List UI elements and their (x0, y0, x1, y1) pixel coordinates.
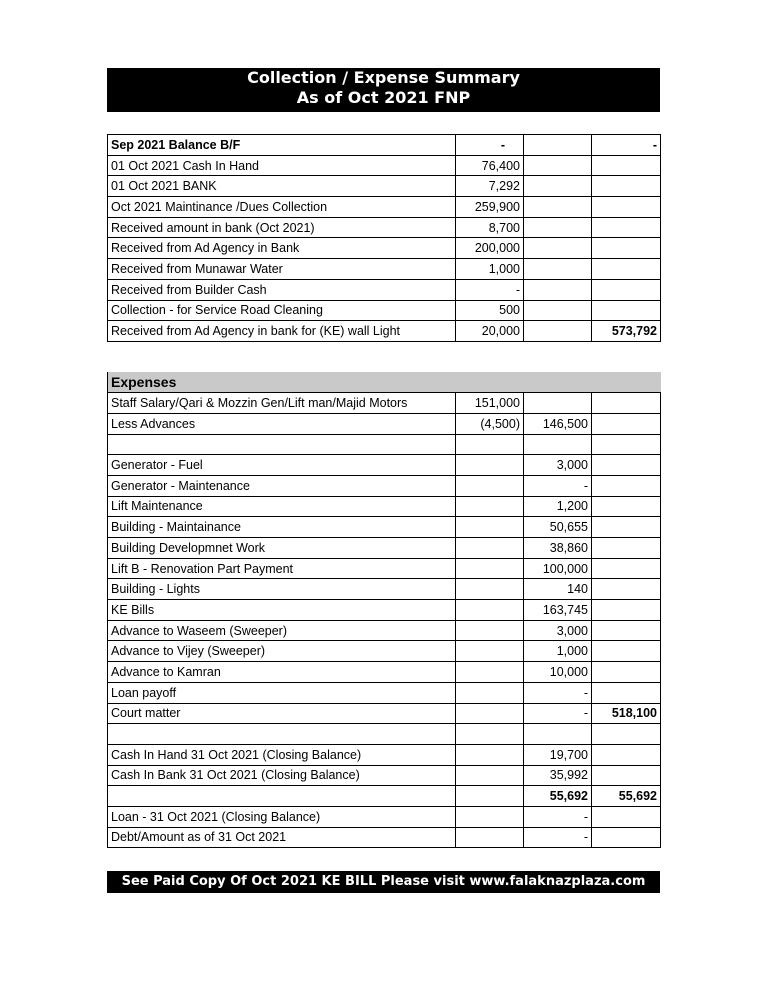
expense-amount (456, 496, 524, 517)
collection-row (108, 259, 661, 280)
expenses-heading-row (108, 372, 661, 393)
balance-bf-amount: - (456, 135, 524, 156)
expense-total (592, 538, 661, 559)
collection-amount: - (456, 279, 524, 300)
collection-empty (524, 197, 592, 218)
expense-row (108, 538, 661, 559)
expense-row (108, 517, 661, 538)
expense-subtotal: 1,000 (524, 641, 592, 662)
expense-row (108, 413, 661, 434)
expense-subtotal (524, 724, 592, 745)
expense-label: Generator - Maintenance (108, 475, 456, 496)
collection-total (592, 238, 661, 259)
collection-empty (524, 155, 592, 176)
expense-row (108, 724, 661, 745)
expense-amount (456, 786, 524, 807)
expense-amount (456, 682, 524, 703)
expense-amount (456, 517, 524, 538)
expense-total (592, 475, 661, 496)
expense-subtotal: 3,000 (524, 455, 592, 476)
expense-subtotal: 100,000 (524, 558, 592, 579)
balance-bf-total: - (592, 135, 661, 156)
expense-subtotal: 163,745 (524, 600, 592, 621)
expense-label: Building Developmnet Work (108, 538, 456, 559)
collection-amount: 259,900 (456, 197, 524, 218)
expense-row (108, 558, 661, 579)
collection-amount: 20,000 (456, 321, 524, 342)
expense-label: Debt/Amount as of 31 Oct 2021 (108, 827, 456, 848)
expense-label: KE Bills (108, 600, 456, 621)
expense-label: Advance to Vijey (Sweeper) (108, 641, 456, 662)
expense-label: Building - Lights (108, 579, 456, 600)
collection-row (108, 155, 661, 176)
expense-total: 518,100 (592, 703, 661, 724)
collection-empty (524, 300, 592, 321)
expense-total (592, 579, 661, 600)
expense-label: Advance to Waseem (Sweeper) (108, 620, 456, 641)
collection-amount: 76,400 (456, 155, 524, 176)
expenses-table (107, 372, 661, 848)
expense-subtotal: 140 (524, 579, 592, 600)
collection-amount: 1,000 (456, 259, 524, 280)
collection-amount: 8,700 (456, 217, 524, 238)
collection-label: 01 Oct 2021 Cash In Hand (108, 155, 456, 176)
expense-subtotal: - (524, 682, 592, 703)
collection-total (592, 217, 661, 238)
expense-subtotal: - (524, 806, 592, 827)
expense-row (108, 496, 661, 517)
expense-label: Cash In Hand 31 Oct 2021 (Closing Balance) (108, 744, 456, 765)
collection-row (108, 321, 661, 342)
expense-amount: 151,000 (456, 393, 524, 414)
expense-label: Generator - Fuel (108, 455, 456, 476)
collection-label: Received from Ad Agency in bank for (KE) wall Light (108, 321, 456, 342)
collection-row (108, 238, 661, 259)
expense-label: Advance to Kamran (108, 662, 456, 683)
expense-total (592, 413, 661, 434)
header-subtitle: As of Oct 2021 FNP (296, 88, 471, 107)
balance-bf-row (108, 135, 661, 156)
expense-amount (456, 765, 524, 786)
collection-amount: 200,000 (456, 238, 524, 259)
expense-subtotal: 10,000 (524, 662, 592, 683)
expense-amount (456, 620, 524, 641)
expense-total (592, 641, 661, 662)
collection-label: Oct 2021 Maintinance /Dues Collection (108, 197, 456, 218)
expense-amount (456, 600, 524, 621)
expense-total: 55,692 (592, 786, 661, 807)
collection-table (107, 134, 661, 342)
collection-empty (524, 238, 592, 259)
expense-total (592, 496, 661, 517)
expense-row (108, 641, 661, 662)
expense-total (592, 434, 661, 455)
expense-row (108, 703, 661, 724)
expense-total (592, 517, 661, 538)
collection-row (108, 197, 661, 218)
expense-amount (456, 434, 524, 455)
expense-subtotal: 1,200 (524, 496, 592, 517)
collection-amount: 500 (456, 300, 524, 321)
expense-subtotal: 19,700 (524, 744, 592, 765)
expense-amount: (4,500) (456, 413, 524, 434)
expense-total (592, 744, 661, 765)
expense-row (108, 393, 661, 414)
expense-total (592, 620, 661, 641)
expense-total (592, 662, 661, 683)
expense-row (108, 662, 661, 683)
expense-row (108, 765, 661, 786)
expense-total (592, 827, 661, 848)
collection-amount: 7,292 (456, 176, 524, 197)
expense-total (592, 455, 661, 476)
expense-row (108, 806, 661, 827)
expense-row (108, 827, 661, 848)
collection-row (108, 279, 661, 300)
expense-amount (456, 558, 524, 579)
expenses-heading: Expenses (108, 372, 456, 393)
expense-label (108, 434, 456, 455)
expense-label: Loan - 31 Oct 2021 (Closing Balance) (108, 806, 456, 827)
collection-label: Collection - for Service Road Cleaning (108, 300, 456, 321)
expense-amount (456, 538, 524, 559)
expense-row (108, 579, 661, 600)
expense-total (592, 558, 661, 579)
expense-label: Building - Maintainance (108, 517, 456, 538)
collection-empty (524, 279, 592, 300)
expense-subtotal: 55,692 (524, 786, 592, 807)
expense-label (108, 724, 456, 745)
expense-amount (456, 455, 524, 476)
collection-label: Received amount in bank (Oct 2021) (108, 217, 456, 238)
expense-row (108, 600, 661, 621)
collection-total (592, 279, 661, 300)
expense-subtotal: 3,000 (524, 620, 592, 641)
collection-total (592, 197, 661, 218)
expense-row (108, 434, 661, 455)
expense-subtotal: - (524, 827, 592, 848)
collection-row (108, 217, 661, 238)
collection-label: Received from Munawar Water (108, 259, 456, 280)
expense-label: Lift Maintenance (108, 496, 456, 517)
collection-label: 01 Oct 2021 BANK (108, 176, 456, 197)
expense-label: Loan payoff (108, 682, 456, 703)
expense-total (592, 765, 661, 786)
expense-label: Less Advances (108, 413, 456, 434)
expense-label: Staff Salary/Qari & Mozzin Gen/Lift man/Majid Motors (108, 393, 456, 414)
expense-subtotal: 38,860 (524, 538, 592, 559)
collection-empty (524, 217, 592, 238)
expense-amount (456, 744, 524, 765)
expense-subtotal: 146,500 (524, 413, 592, 434)
expense-subtotal: 35,992 (524, 765, 592, 786)
collection-row (108, 300, 661, 321)
expense-total (592, 600, 661, 621)
expense-total (592, 724, 661, 745)
expense-label: Lift B - Renovation Part Payment (108, 558, 456, 579)
expense-subtotal: - (524, 475, 592, 496)
collection-total (592, 300, 661, 321)
expense-amount (456, 827, 524, 848)
balance-bf-label: Sep 2021 Balance B/F (108, 135, 456, 156)
expense-subtotal (524, 434, 592, 455)
expense-amount (456, 703, 524, 724)
expense-amount (456, 806, 524, 827)
expense-label (108, 786, 456, 807)
expense-subtotal: - (524, 703, 592, 724)
expense-row (108, 455, 661, 476)
expense-amount (456, 641, 524, 662)
collection-label: Received from Builder Cash (108, 279, 456, 300)
expense-row (108, 620, 661, 641)
collection-empty (524, 259, 592, 280)
collection-total (592, 259, 661, 280)
collection-total (592, 176, 661, 197)
collection-empty (524, 321, 592, 342)
expense-label: Court matter (108, 703, 456, 724)
expense-row (108, 475, 661, 496)
expense-total (592, 806, 661, 827)
expense-total (592, 682, 661, 703)
header-title: Collection / Expense Summary (247, 68, 520, 87)
collection-row (108, 176, 661, 197)
expense-subtotal: 50,655 (524, 517, 592, 538)
collection-total (592, 155, 661, 176)
collection-total: 573,792 (592, 321, 661, 342)
collection-empty (524, 176, 592, 197)
footer-note: See Paid Copy Of Oct 2021 KE BILL Please visit www.falaknazplaza.com (107, 871, 660, 893)
collection-label: Received from Ad Agency in Bank (108, 238, 456, 259)
expense-label: Cash In Bank 31 Oct 2021 (Closing Balance) (108, 765, 456, 786)
expense-row (108, 744, 661, 765)
expense-amount (456, 724, 524, 745)
expense-row (108, 786, 661, 807)
expense-row (108, 682, 661, 703)
expense-amount (456, 579, 524, 600)
expense-amount (456, 662, 524, 683)
summary-header (107, 68, 660, 112)
expense-amount (456, 475, 524, 496)
expense-total (592, 393, 661, 414)
expense-subtotal (524, 393, 592, 414)
